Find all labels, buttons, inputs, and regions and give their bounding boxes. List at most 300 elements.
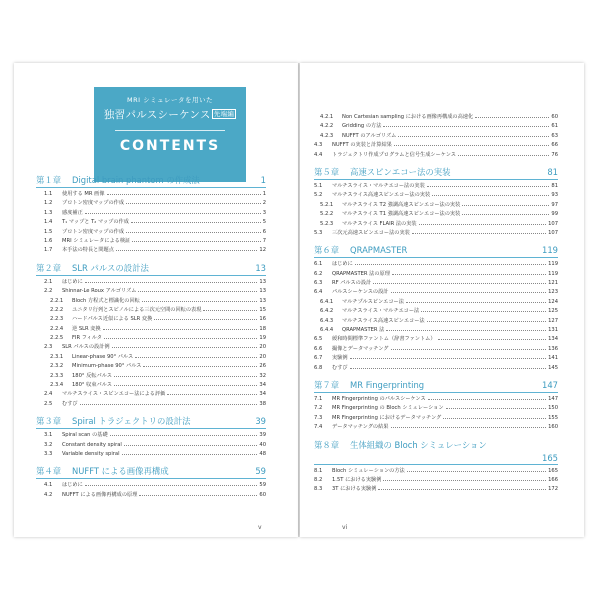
- toc-leader-dots: [85, 282, 258, 283]
- toc-entry[interactable]: [36, 400, 266, 409]
- toc-entry-number: 7.3: [314, 414, 323, 421]
- toc-entry[interactable]: [36, 390, 266, 399]
- toc-entry-page: 93: [551, 192, 558, 199]
- toc-entry-title: Minimum-phase 90° パルス: [72, 363, 142, 370]
- header-title-text: 独習パルスシーケンス: [103, 109, 211, 121]
- toc-leader-dots: [85, 485, 258, 486]
- toc-entry-title: マルチスライス高速スピンエコー法: [342, 317, 425, 324]
- toc-entry-number: 8.2: [314, 476, 323, 483]
- toc-entry-page: 124: [548, 298, 558, 305]
- toc-entry-number: 1.5: [44, 228, 53, 235]
- toc-chapter: [36, 415, 266, 459]
- toc-entry-number: 8.3: [314, 486, 323, 493]
- toc-entry-title: RF パルスの設計: [332, 280, 372, 287]
- toc-leader-dots: [398, 136, 549, 137]
- toc-entry-number: 6.4.4: [320, 327, 334, 334]
- toc-entry-page: 1: [262, 191, 266, 197]
- header-rule: [115, 130, 225, 131]
- toc-entry-page: 99: [551, 211, 558, 218]
- toc-entry-number: 2.2.4: [50, 325, 64, 332]
- toc-entry[interactable]: [314, 317, 558, 326]
- toc-entry-title: Spiral scan の基礎: [62, 432, 108, 439]
- toc-entry-title: 撮像とデータマッチング: [332, 345, 389, 352]
- chapter-title: 生体組織の Bloch シミュレーション: [350, 439, 487, 450]
- toc-right: [314, 113, 558, 495]
- chapter-page: 1: [260, 175, 266, 185]
- toc-leader-dots: [116, 250, 258, 251]
- toc-chapter: [36, 174, 266, 256]
- toc-entry-title: Linear-phase 90° パルス: [72, 353, 134, 360]
- toc-entry[interactable]: [314, 141, 558, 150]
- chapter-title: QRAPMASTER: [350, 245, 408, 256]
- toc-entry-page: 155: [548, 414, 558, 421]
- toc-entry-number: 1.7: [44, 247, 53, 254]
- chapter-heading[interactable]: [36, 415, 266, 429]
- toc-entry[interactable]: [314, 132, 558, 141]
- chapter-number: 第５章: [314, 166, 340, 177]
- chapter-heading[interactable]: [314, 244, 558, 258]
- toc-entry-title: 実験例: [332, 355, 348, 362]
- toc-entry-title: 使用する MR 画像: [62, 191, 105, 197]
- chapter-page: 13: [255, 262, 266, 273]
- toc-chapter: [36, 262, 266, 409]
- toc-entry-number: 1.3: [44, 209, 53, 216]
- toc-chapter: [314, 379, 558, 433]
- toc-entry[interactable]: [36, 431, 266, 440]
- toc-entry[interactable]: [314, 307, 558, 316]
- toc-entry-number: 6.4.2: [320, 308, 334, 315]
- toc-entry-title: トラジェクトリ作成プログラムと信号生成シーケンス: [332, 151, 456, 158]
- toc-entry-page: 119: [548, 261, 558, 268]
- toc-entry-title: Bloch シミュレーションの方法: [332, 467, 405, 474]
- toc-entry-number: 5.2.2: [320, 211, 334, 218]
- page-number: v: [258, 524, 262, 531]
- toc-entry-number: 4.2.1: [320, 114, 334, 120]
- toc-leader-dots: [143, 366, 257, 367]
- toc-entry-page: 40: [259, 441, 266, 448]
- toc-entry-page: 160: [548, 424, 558, 431]
- toc-entry[interactable]: [314, 201, 558, 210]
- toc-entry-number: 2.2.1: [50, 297, 64, 304]
- toc-entry[interactable]: [36, 372, 266, 381]
- toc-entry-title: MR Fingerprinting のパルスシーケンス: [332, 395, 426, 402]
- toc-entry-title: マルチスライス T2 強調高速スピンエコー法の実装: [342, 201, 461, 208]
- chapter-heading[interactable]: [314, 166, 558, 180]
- toc-chapter: [314, 439, 558, 495]
- toc-entry[interactable]: [36, 218, 266, 227]
- toc-entry-title: データマッチングの結果: [332, 424, 389, 431]
- chapter-heading[interactable]: [36, 262, 266, 276]
- chapter-page: 165: [542, 452, 558, 463]
- toc-entry[interactable]: [314, 279, 558, 288]
- toc-leader-dots: [122, 454, 258, 455]
- toc-entry[interactable]: [36, 306, 266, 315]
- toc-leader-dots: [427, 321, 547, 322]
- toc-entry-page: 123: [548, 289, 558, 296]
- toc-leader-dots: [443, 418, 546, 419]
- toc-entry-number: 5.3: [314, 229, 323, 236]
- toc-entry-number: 8.1: [314, 467, 323, 474]
- toc-entry[interactable]: [36, 287, 266, 296]
- toc-entry-title: NUFFT による画像再構成の原理: [62, 491, 138, 498]
- toc-leader-dots: [378, 489, 546, 490]
- toc-entry-page: 7: [262, 237, 266, 244]
- toc-leader-dots: [142, 301, 258, 302]
- toc-entry-number: 2.2.5: [50, 335, 64, 342]
- toc-entry-title: 逆 SLR 変換: [72, 325, 101, 332]
- header-subtitle: MRI シミュレータを用いた: [127, 96, 213, 104]
- toc-entry[interactable]: [36, 362, 266, 371]
- toc-entry-title: 三次元高速スピンエコー法の実装: [332, 229, 410, 236]
- toc-leader-dots: [407, 471, 546, 472]
- chapter-heading[interactable]: [314, 379, 558, 393]
- toc-entry-number: 6.3: [314, 280, 323, 287]
- toc-leader-dots: [386, 330, 546, 331]
- toc-entry-page: 119: [548, 270, 558, 277]
- toc-entry-number: 2.1: [44, 278, 53, 285]
- toc-leader-dots: [85, 213, 261, 214]
- toc-entry-title: マルチスライス高速スピンエコー法の実装: [332, 192, 431, 199]
- toc-leader-dots: [124, 445, 258, 446]
- toc-entry-page: 61: [551, 123, 558, 130]
- toc-entry-title: 180° 収束パルス: [72, 382, 112, 389]
- header-title: [94, 107, 246, 122]
- toc-leader-dots: [394, 145, 550, 146]
- toc-entry-number: 4.1: [44, 482, 53, 489]
- chapter-number: 第７章: [314, 379, 340, 390]
- toc-entry[interactable]: [36, 441, 266, 450]
- toc-entry-page: 13: [259, 297, 266, 304]
- toc-chapter: [314, 166, 558, 238]
- toc-entry[interactable]: [314, 260, 558, 269]
- chapter-title: NUFFT による画像再構成: [72, 466, 169, 477]
- toc-entry[interactable]: [314, 485, 558, 494]
- toc-entry-title: 3T における実験例: [332, 486, 377, 493]
- toc-entry-title: NUFFT の実装と計算結果: [332, 142, 392, 149]
- toc-entry-page: 39: [259, 432, 266, 439]
- toc-leader-dots: [131, 222, 261, 223]
- toc-entry[interactable]: [36, 325, 266, 334]
- toc-entry-page: 166: [548, 476, 558, 483]
- toc-entry-number: 2.3: [44, 344, 53, 351]
- toc-entry[interactable]: [314, 210, 558, 219]
- toc-entry-title: 本手法の特長と問題点: [62, 247, 114, 254]
- toc-entry-title: QRAPMASTER 法の原理: [332, 270, 390, 277]
- chapter-number: 第２章: [36, 262, 62, 273]
- toc-entry[interactable]: [314, 345, 558, 354]
- toc-entry-page: 107: [548, 229, 558, 236]
- toc-entry[interactable]: [314, 191, 558, 200]
- toc-entry-page: 19: [259, 335, 266, 342]
- chapter-title: Spiral トラジェクトリの設計法: [72, 416, 191, 427]
- toc-leader-dots: [438, 339, 547, 340]
- toc-entry-title: QRAPMASTER 法: [342, 327, 385, 334]
- toc-entry-number: 5.1: [314, 182, 323, 189]
- toc-leader-dots: [80, 404, 258, 405]
- toc-entry-number: 2.3.4: [50, 382, 64, 389]
- toc-leader-dots: [138, 291, 257, 292]
- toc-entry-number: 2.5: [44, 400, 53, 407]
- toc-entry-title: はじめに: [62, 482, 83, 489]
- toc-entry-number: 1.1: [44, 191, 53, 197]
- toc-entry[interactable]: [314, 395, 558, 404]
- toc-left: [36, 168, 266, 500]
- toc-leader-dots: [391, 292, 547, 293]
- toc-entry-number: 6.7: [314, 355, 323, 362]
- toc-entry-page: 48: [259, 450, 266, 457]
- toc-entry-page: 136: [548, 345, 558, 352]
- toc-entry-title: ハードパルス近似による SLR 変換: [72, 316, 153, 323]
- toc-entry-number: 4.3: [314, 142, 323, 149]
- toc-leader-dots: [135, 357, 257, 358]
- chapter-number: 第３章: [36, 416, 62, 427]
- toc-entry[interactable]: [36, 491, 266, 500]
- toc-entry-number: 6.2: [314, 270, 323, 277]
- toc-entry-page: 150: [548, 405, 558, 412]
- toc-entry-title: むすび: [62, 400, 78, 407]
- toc-entry[interactable]: [36, 481, 266, 490]
- toc-entry-number: 5.2.1: [320, 201, 334, 208]
- toc-entry[interactable]: [314, 122, 558, 131]
- toc-entry-page: 3: [262, 209, 266, 216]
- toc-entry-page: 15: [259, 306, 266, 313]
- toc-entry-title: MR Fingerprinting におけるデータマッチング: [332, 414, 442, 421]
- toc-entry-page: 6: [262, 228, 266, 235]
- toc-entry-title: T₁ マップと T₂ マップの作成: [62, 219, 129, 226]
- toc-entry-number: 1.6: [44, 237, 53, 244]
- toc-entry-page: 141: [548, 355, 558, 362]
- toc-entry[interactable]: [314, 113, 558, 122]
- chapter-title: Digital brain phantom の作成法: [72, 175, 200, 185]
- toc-leader-dots: [391, 427, 547, 428]
- toc-leader-dots: [458, 155, 549, 156]
- toc-entry-title: マルチスライス・マルチエコー法の実装: [332, 182, 425, 189]
- chapter-page: 119: [542, 245, 558, 256]
- toc-entry[interactable]: [314, 476, 558, 485]
- toc-leader-dots: [421, 311, 546, 312]
- toc-entry-title: FIR フィルタ: [72, 335, 102, 342]
- chapter-page: 147: [542, 379, 558, 390]
- toc-entry-page: 60: [551, 114, 558, 120]
- chapter-number: 第８章: [314, 439, 340, 450]
- toc-leader-dots: [350, 358, 547, 359]
- toc-entry-number: 4.2.2: [320, 123, 334, 130]
- toc-leader-dots: [406, 302, 546, 303]
- toc-entry[interactable]: [36, 353, 266, 362]
- toc-entry-title: マルチスライス・スピンエコー法による評価: [62, 391, 166, 398]
- toc-leader-dots: [462, 205, 549, 206]
- toc-entry-number: 3.1: [44, 432, 53, 439]
- chapter-title: 高速スピンエコー法の実装: [350, 166, 451, 177]
- toc-leader-dots: [203, 310, 257, 311]
- chapter-heading[interactable]: [314, 439, 558, 465]
- toc-entry-title: マルチスライス・マルチエコー法: [342, 308, 420, 315]
- toc-leader-dots: [373, 283, 546, 284]
- toc-entry-page: 5: [262, 219, 266, 226]
- toc-entry-title: 180° 反転パルス: [72, 372, 112, 379]
- toc-entry[interactable]: [36, 237, 266, 246]
- toc-entry-page: 145: [548, 364, 558, 371]
- toc-entry[interactable]: [36, 450, 266, 459]
- toc-entry-title: Variable density spiral: [62, 450, 120, 457]
- toc-entry-page: 107: [548, 220, 558, 227]
- toc-entry[interactable]: [36, 334, 266, 343]
- chapter-number: 第６章: [314, 245, 340, 256]
- toc-leader-dots: [428, 399, 546, 400]
- chapter-page: 81: [547, 166, 558, 177]
- toc-entry-page: 13: [259, 278, 266, 285]
- header-title-badge: 先端編: [213, 110, 235, 118]
- toc-entry[interactable]: [314, 335, 558, 344]
- toc-entry-page: 131: [548, 327, 558, 334]
- toc-entry-page: 2: [262, 200, 266, 207]
- toc-leader-dots: [355, 264, 546, 265]
- toc-entry[interactable]: [36, 190, 266, 199]
- toc-entry-title: マルチスライス T1 強調高速スピンエコー法の実装: [342, 211, 461, 218]
- header-contents-label: CONTENTS: [119, 138, 221, 154]
- toc-entry-number: 2.2: [44, 288, 53, 295]
- toc-entry-title: MRI シミュレータによる検証: [62, 237, 131, 244]
- toc-entry[interactable]: [314, 467, 558, 476]
- toc-entry-number: 4.4: [314, 151, 323, 158]
- toc-entry-number: 2.2.2: [50, 306, 64, 313]
- toc-entry-number: 1.4: [44, 219, 53, 226]
- toc-entry-title: パルスシーケンスの設計: [332, 289, 389, 296]
- toc-leader-dots: [107, 194, 261, 195]
- toc-leader-dots: [446, 408, 547, 409]
- toc-entry-number: 4.2.3: [320, 132, 334, 139]
- toc-leader-dots: [103, 329, 258, 330]
- toc-leader-dots: [419, 224, 546, 225]
- chapter-title: MR Fingerprinting: [350, 379, 425, 390]
- toc-leader-dots: [392, 274, 546, 275]
- toc-leader-dots: [391, 349, 547, 350]
- toc-entry-number: 5.2: [314, 192, 323, 199]
- toc-entry-title: Non Cartesian sampling における画像再構成の高速化: [342, 114, 474, 120]
- toc-entry[interactable]: [36, 209, 266, 218]
- toc-entry-page: 66: [551, 142, 558, 149]
- toc-entry-page: 20: [259, 353, 266, 360]
- toc-leader-dots: [112, 347, 258, 348]
- toc-entry-title: 緩和時間標準ファントム（辞書ファントム）: [332, 336, 436, 343]
- toc-entry-page: 59: [259, 482, 266, 489]
- toc-entry-number: 6.5: [314, 336, 323, 343]
- toc-entry[interactable]: [36, 315, 266, 324]
- toc-entry[interactable]: [36, 278, 266, 287]
- toc-entry-page: 134: [548, 336, 558, 343]
- left-page: [14, 63, 298, 537]
- page-number: vi: [342, 524, 348, 531]
- toc-entry-page: 125: [548, 308, 558, 315]
- chapter-title: SLR パルスの設計法: [72, 262, 149, 273]
- toc-entry[interactable]: [314, 423, 558, 432]
- toc-entry-title: 感度補正: [62, 209, 83, 216]
- toc-entry-title: マルチプルスピンエコー法: [342, 298, 404, 305]
- toc-entry-number: 3.3: [44, 450, 53, 457]
- toc-entry[interactable]: [314, 354, 558, 363]
- toc-entry-page: 172: [548, 486, 558, 493]
- toc-entry-number: 7.2: [314, 405, 323, 412]
- toc-chapter: [314, 244, 558, 373]
- toc-entry-number: 7.1: [314, 395, 323, 402]
- toc-entry[interactable]: [314, 326, 558, 335]
- toc-entry-number: 4.2: [44, 491, 53, 498]
- toc-entry-page: 60: [259, 491, 266, 498]
- toc-leader-dots: [462, 214, 549, 215]
- toc-entry-page: 20: [259, 344, 266, 351]
- toc-entry[interactable]: [36, 297, 266, 306]
- toc-entry-page: 12: [259, 247, 266, 254]
- toc-entry-number: 2.4: [44, 391, 53, 398]
- toc-entry[interactable]: [314, 229, 558, 238]
- toc-entry-page: 147: [548, 395, 558, 402]
- toc-leader-dots: [139, 495, 257, 496]
- toc-entry[interactable]: [314, 270, 558, 279]
- toc-entry-number: 6.4: [314, 289, 323, 296]
- toc-entry-page: 76: [551, 151, 558, 158]
- right-page: [300, 63, 584, 537]
- toc-entry-number: 2.2.3: [50, 316, 64, 323]
- toc-leader-dots: [383, 480, 546, 481]
- toc-entry-number: 5.2.3: [320, 220, 334, 227]
- toc-entry[interactable]: [36, 228, 266, 237]
- toc-entry-title: はじめに: [62, 278, 83, 285]
- toc-entry-page: 127: [548, 317, 558, 324]
- toc-entry-page: 165: [548, 467, 558, 474]
- toc-entry[interactable]: [36, 199, 266, 208]
- toc-entry[interactable]: [314, 151, 558, 160]
- chapter-number: 第１章: [36, 175, 62, 185]
- toc-chapter: [36, 465, 266, 500]
- toc-entry-page: 97: [551, 201, 558, 208]
- toc-entry-number: 2.3.2: [50, 363, 64, 370]
- toc-entry-page: 13: [259, 288, 266, 295]
- toc-entry-number: 6.8: [314, 364, 323, 371]
- toc-entry[interactable]: [314, 404, 558, 413]
- toc-leader-dots: [126, 203, 261, 204]
- toc-entry[interactable]: [314, 182, 558, 191]
- chapter-heading[interactable]: [36, 465, 266, 479]
- toc-entry-title: プロトン密度マップの作成: [62, 228, 125, 235]
- toc-entry[interactable]: [314, 298, 558, 307]
- toc-leader-dots: [132, 241, 260, 242]
- toc-entry-number: 7.4: [314, 424, 323, 431]
- toc-entry-title: マルチスライス FLAIR 法の実装: [342, 220, 417, 227]
- toc-entry[interactable]: [314, 220, 558, 229]
- chapter-number: 第４章: [36, 466, 62, 477]
- toc-leader-dots: [126, 232, 261, 233]
- toc-entry-title: MR Fingerprinting の Bloch シミュレーション: [332, 405, 444, 412]
- toc-entry-title: むすび: [332, 364, 348, 371]
- toc-entry-number: 6.4.1: [320, 298, 334, 305]
- toc-entry-page: 32: [259, 372, 266, 379]
- toc-entry[interactable]: [314, 364, 558, 373]
- toc-entry[interactable]: [314, 288, 558, 297]
- toc-entry[interactable]: [36, 381, 266, 390]
- toc-entry-page: 38: [259, 400, 266, 407]
- chapter-heading[interactable]: [36, 174, 266, 188]
- toc-entry-page: 16: [259, 316, 266, 323]
- toc-entry-page: 121: [548, 280, 558, 287]
- toc-entry[interactable]: [314, 414, 558, 423]
- toc-entry[interactable]: [36, 246, 266, 255]
- toc-leader-dots: [383, 126, 549, 127]
- toc-entry[interactable]: [36, 343, 266, 352]
- toc-entry-page: 81: [551, 182, 558, 189]
- toc-entry-title: 1.5T における実験例: [332, 476, 382, 483]
- toc-leader-dots: [110, 435, 258, 436]
- toc-leader-dots: [167, 394, 257, 395]
